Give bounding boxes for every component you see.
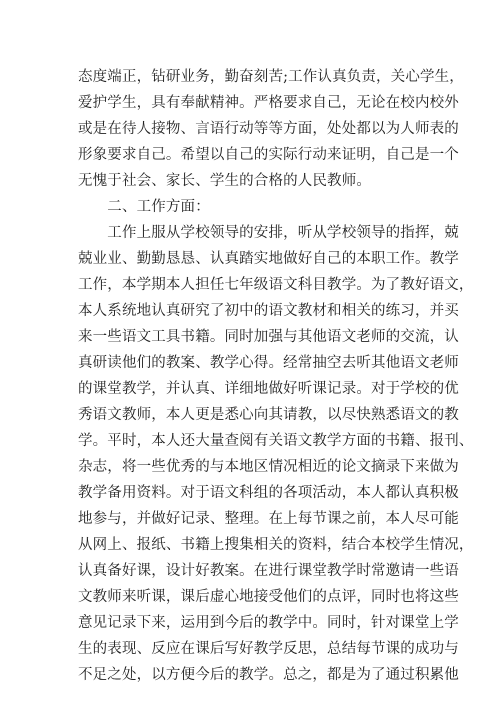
text-line: 文教师来听课，课后虚心地接受他们的点评，同时也将这些: [78, 589, 459, 605]
text-line: 工作，本学期本人担任七年级语文科目教学。为了教好语文，: [78, 277, 474, 293]
text-line: 杂志，将一些优秀的与本地区情况相近的论文摘录下来做为: [78, 459, 459, 475]
text-line: 认真备好课，设计好教案。在进行课堂教学时常邀请一些语: [78, 563, 459, 579]
text-line: 形象要求自己。希望以自己的实际行动来证明，自己是一个: [78, 147, 459, 163]
text-line: 地参与，并做好记录、整理。在上每节课之前，本人尽可能: [78, 511, 459, 527]
section-heading: 二、工作方面：: [78, 199, 210, 215]
text-line: 兢业业、勤勤恳恳、认真踏实地做好自己的本职工作。教学: [78, 251, 459, 267]
text-line: 教学备用资料。对于语文科组的各项活动，本人都认真积极: [78, 485, 459, 501]
text-line: 无愧于社会、家长、学生的合格的人民教师。: [78, 173, 371, 189]
text-line: 学。平时，本人还大量查阅有关语文教学方面的书籍、报刊、: [78, 433, 474, 449]
text-line: 秀语文教师，本人更是悉心向其请教，以尽快熟悉语文的教: [78, 407, 459, 423]
text-line: 本人系统地认真研究了初中的语文教材和相关的练习，并买: [78, 303, 459, 319]
text-line: 意见记录下来，运用到今后的教学中。同时，针对课堂上学: [78, 615, 459, 631]
text-line: 爱护学生，具有奉献精神。严格要求自己，无论在校内校外: [78, 95, 459, 111]
text-line: 生的表现、反应在课后写好教学反思，总结每节课的成功与: [78, 641, 459, 657]
text-line: 或是在待人接物、言语行动等等方面，处处都以为人师表的: [78, 121, 459, 137]
text-line: 的课堂教学，并认真、详细地做好听课记录。对于学校的优: [78, 381, 459, 397]
text-line: 真研读他们的教案、教学心得。经常抽空去听其他语文老师: [78, 355, 459, 371]
text-line: 态度端正，钻研业务，勤奋刻苦;工作认真负责，关心学生，: [78, 69, 464, 85]
text-line: 来一些语文工具书籍。同时加强与其他语文老师的交流，认: [78, 329, 459, 345]
text-line: 不足之处，以方便今后的教学。总之，都是为了通过积累他: [78, 667, 459, 683]
text-line: 工作上服从学校领导的安排，听从学校领导的指挥，兢: [78, 225, 459, 241]
text-line: 从网上、报纸、书籍上搜集相关的资料，结合本校学生情况，: [78, 537, 474, 553]
